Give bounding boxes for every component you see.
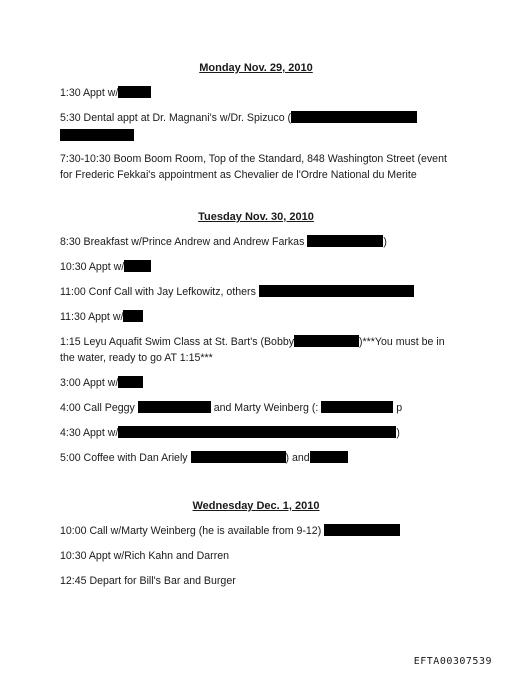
redaction-box [294, 335, 359, 347]
document-id: EFTA00307539 [413, 656, 492, 667]
redaction-box [321, 401, 393, 413]
entry-text: 4:00 Call Peggy [60, 402, 138, 414]
entry-text: 1:15 Leyu Aquafit Swim Class at St. Bart's (Bobby [60, 336, 295, 348]
entry-tuesday-430 [60, 425, 457, 441]
redaction-box [291, 111, 417, 123]
wednesday-heading: Wednesday Dec. 1, 2010 [192, 500, 320, 512]
redaction-box [118, 376, 143, 388]
redaction-box [310, 451, 348, 463]
monday-heading: Monday Nov. 29, 2010 [199, 62, 313, 74]
entry-text: 11:30 Appt w/ [60, 311, 124, 323]
entry-tuesday-300 [60, 375, 457, 391]
entry-text: p [393, 402, 403, 414]
entry-text: 8:30 Breakfast w/Prince Andrew and Andrew Farkas [60, 236, 308, 248]
entry-tuesday-1100 [60, 284, 457, 300]
redaction-box [123, 310, 143, 322]
entry-tuesday-115 [60, 334, 457, 366]
redaction-box [118, 426, 396, 438]
entry-tuesday-400 [60, 400, 457, 416]
entry-tuesday-1130 [60, 309, 457, 325]
entry-text: 10:00 Call w/Marty Weinberg (he is available from 9-12) [60, 525, 322, 537]
entry-tuesday-830 [60, 234, 457, 250]
redaction-box [138, 401, 211, 413]
entry-wednesday-1030: 10:30 Appt w/Rich Kahn and Darren [60, 550, 230, 562]
redaction-box [324, 524, 400, 536]
entry-tuesday-500 [60, 450, 457, 466]
entry-text: 10:30 Appt w/ [60, 261, 125, 273]
redaction-box [307, 235, 383, 247]
entry-text: ) [396, 427, 400, 439]
entry-text: ) [383, 236, 387, 248]
entry-monday-730: 7:30-10:30 Boom Boom Room, Top of the Standard, 848 Washington Street (event for Frederic Fekkai's appointment as Chevalier de l'Ordre National du Merite [60, 153, 447, 181]
entry-text: 5:30 Dental appt at Dr. Magnani's w/Dr. Spizuco ( [60, 112, 292, 124]
redaction-box [118, 86, 151, 98]
entry-text: 1:30 Appt w/ [60, 87, 119, 99]
redaction-box [259, 285, 414, 297]
tuesday-heading: Tuesday Nov. 30, 2010 [198, 211, 314, 223]
entry-text: 3:00 Appt w/ [60, 377, 119, 389]
entry-text: 5:00 Coffee with Dan Ariely [60, 452, 191, 464]
entry-monday-130 [60, 85, 457, 101]
entry-wednesday-1245: 12:45 Depart for Bill's Bar and Burger [60, 575, 236, 587]
entry-monday-530 [60, 110, 457, 126]
entry-tuesday-1030 [60, 259, 457, 275]
redaction-box [124, 260, 151, 272]
entry-text: ) and [285, 452, 310, 464]
entry-text: and Marty Weinberg (: [210, 402, 322, 414]
entry-text: 11:00 Conf Call with Jay Lefkowitz, others [60, 286, 259, 298]
entry-text: )***You must be in the water, ready to go AT 1:15*** [60, 336, 445, 364]
entry-wednesday-1000 [60, 523, 457, 539]
redaction-box [60, 129, 134, 141]
entry-text: 4:30 Appt w/ [60, 427, 119, 439]
redaction-box [191, 451, 286, 463]
